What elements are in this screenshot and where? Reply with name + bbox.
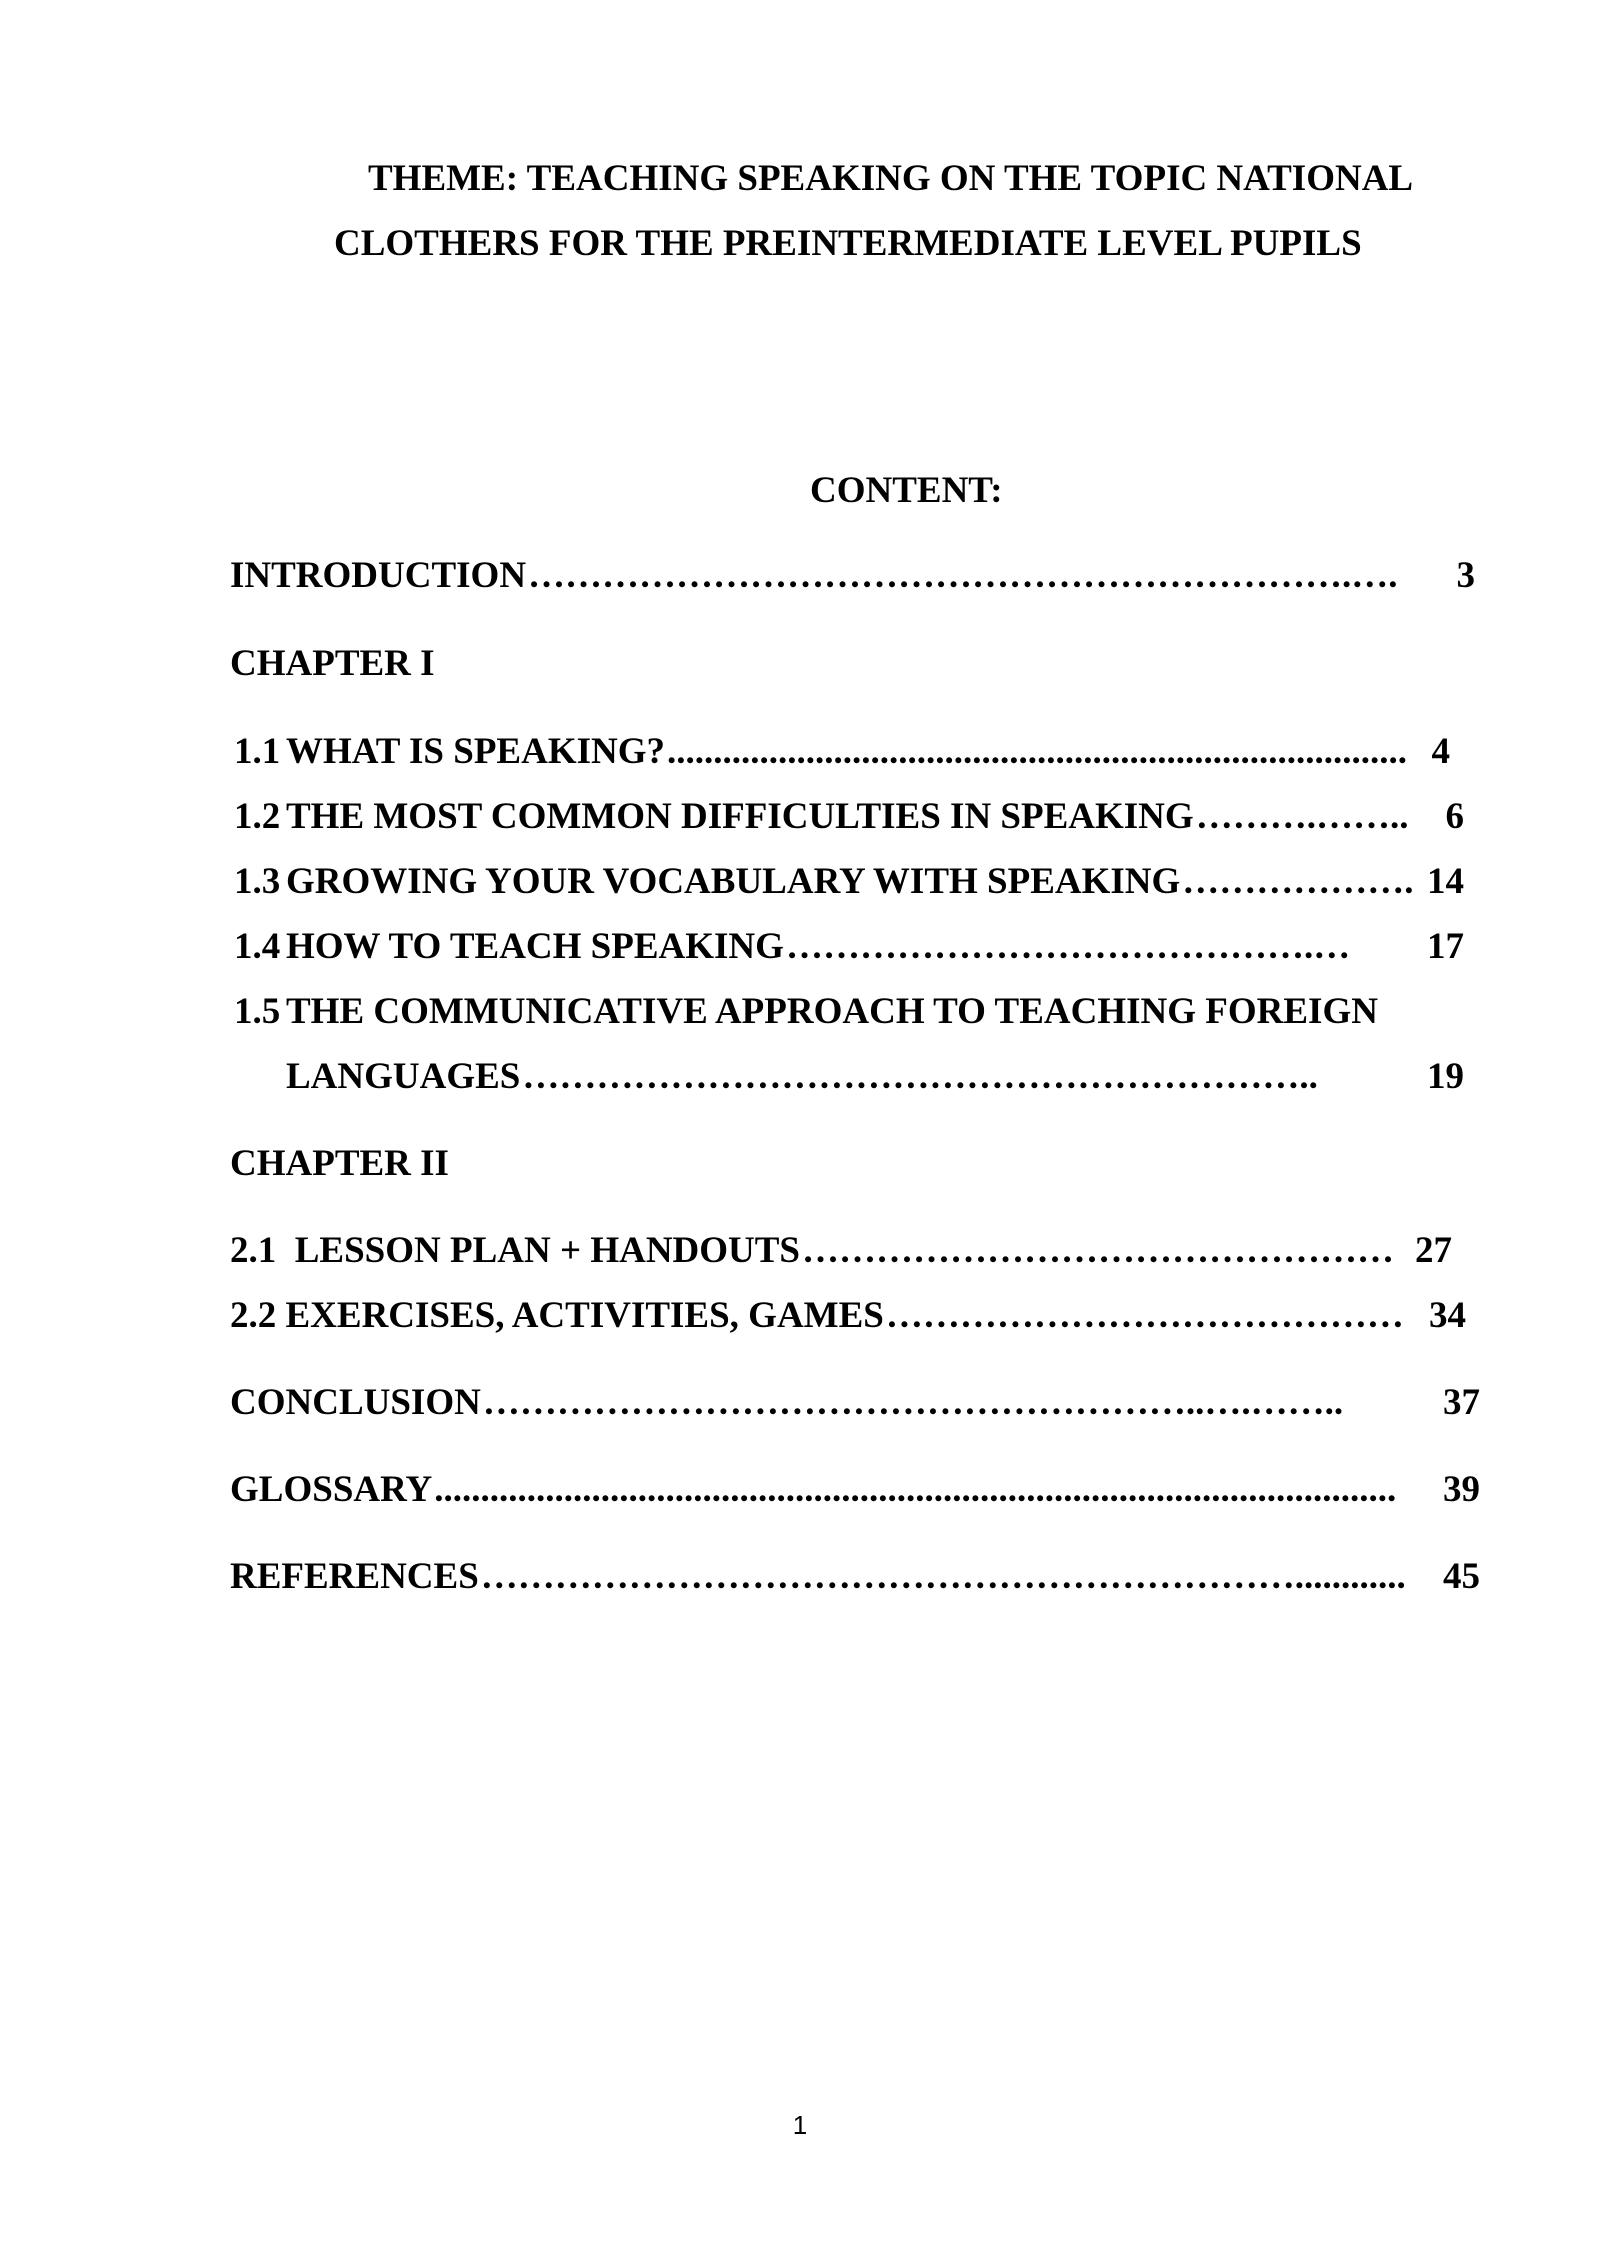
toc-leader: ……………………………………………………….. (522, 1058, 1318, 1095)
toc-label: 2.1 LESSON PLAN + HANDOUTS (230, 1230, 801, 1271)
toc-page-number: 39 (1443, 1469, 1480, 1510)
toc-label: THE COMMUNICATIVE APPROACH TO TEACHING FOREIGN (286, 991, 1378, 1032)
toc-entry-1-5-continued (286, 1058, 1464, 1095)
toc-label: CONCLUSION (230, 1382, 481, 1423)
toc-number: 1.4 (234, 926, 281, 967)
toc-leader: ………………. (1182, 863, 1414, 900)
page-number: 1 (792, 2110, 808, 2140)
toc-label: WHAT IS SPEAKING? (286, 731, 665, 772)
toc-leader: ................................................................................ (667, 733, 1407, 770)
toc-leader: ........................................................................................................ (434, 1471, 1397, 1508)
toc-page-number: 6 (1445, 796, 1464, 837)
toc-page-number: 34 (1429, 1295, 1466, 1336)
toc-label: HOW TO TEACH SPEAKING (286, 926, 784, 967)
title-line-2: CLOTHERS FOR THE PREINTERMEDIATE LEVEL PUPILS (334, 223, 1362, 264)
toc-entry-2-2 (230, 1297, 1466, 1334)
chapter-heading-1: CHAPTER I (230, 643, 435, 684)
content-heading: CONTENT: (810, 470, 1003, 511)
toc-entry-1-2 (234, 798, 1464, 835)
toc-page-number: 4 (1431, 731, 1450, 772)
toc-page-number: 3 (1456, 555, 1475, 596)
toc-entry-1-4 (234, 928, 1464, 965)
toc-page-number: 37 (1443, 1382, 1480, 1423)
toc-label: INTRODUCTION (230, 555, 527, 596)
toc-label: GLOSSARY (230, 1469, 433, 1510)
chapter-heading-2: CHAPTER II (230, 1143, 449, 1184)
toc-leader: …………………………………………………………............ (480, 1558, 1406, 1595)
toc-entry-glossary (230, 1471, 1480, 1508)
toc-label: REFERENCES (230, 1556, 479, 1597)
toc-label: GROWING YOUR VOCABULARY WITH SPEAKING (286, 861, 1181, 902)
toc-number: 1.2 (234, 796, 281, 837)
toc-entry-introduction (230, 557, 1475, 594)
toc-leader: ……….…….. (1195, 798, 1409, 835)
toc-number: 1.1 (234, 731, 281, 772)
toc-page-number: 14 (1427, 861, 1464, 902)
toc-entry-1-5 (234, 993, 1378, 1030)
toc-entry-references (230, 1558, 1480, 1595)
toc-page-number: 45 (1443, 1556, 1480, 1597)
toc-leader: ………………………………………… (802, 1232, 1395, 1269)
toc-entry-1-3 (234, 863, 1464, 900)
title-line-1: THEME: TEACHING SPEAKING ON THE TOPIC NATIONAL (368, 158, 1414, 199)
toc-leader: …………………………………………………..….…….. (482, 1384, 1344, 1421)
toc-label: 2.2 EXERCISES, ACTIVITIES, GAMES (230, 1295, 884, 1336)
toc-entry-conclusion (230, 1384, 1480, 1421)
toc-label: LANGUAGES (286, 1056, 521, 1097)
toc-page-number: 19 (1427, 1056, 1464, 1097)
toc-page-number: 17 (1427, 926, 1464, 967)
toc-label: THE MOST COMMON DIFFICULTIES IN SPEAKING (286, 796, 1194, 837)
toc-entry-1-1 (234, 733, 1450, 770)
toc-number: 1.3 (234, 861, 281, 902)
toc-leader: ………………………………………………………….…. (528, 557, 1398, 594)
toc-entry-2-1 (230, 1232, 1452, 1269)
toc-leader: …………………………………… (885, 1297, 1404, 1334)
toc-number: 1.5 (234, 991, 281, 1032)
toc-page-number: 27 (1415, 1230, 1452, 1271)
toc-leader: …………………………………….… (785, 928, 1351, 965)
